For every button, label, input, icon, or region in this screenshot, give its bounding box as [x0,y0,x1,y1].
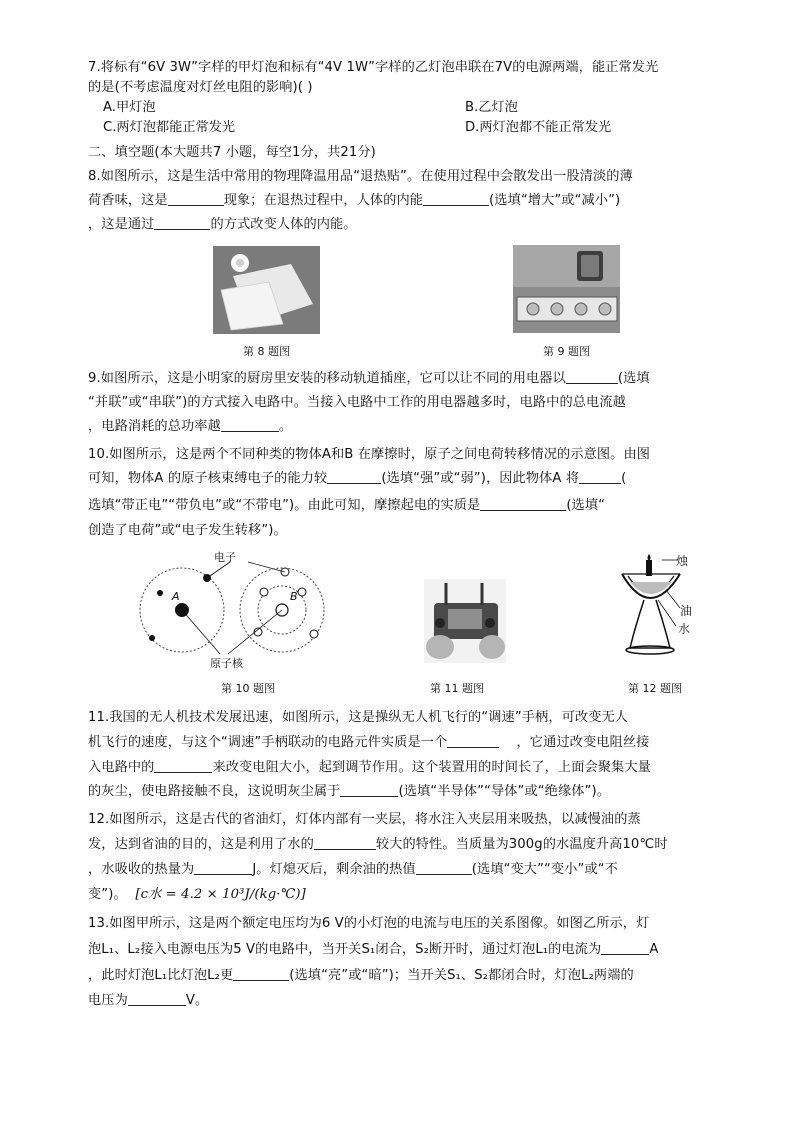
q7-stem-line2: 的是(不考虑温度对灯丝电阻的影响)( ) [88,80,313,95]
q11-blank-1 [447,733,499,748]
q8-text: 现象；在退热过程中，人体的内能 [223,193,424,208]
q12-text: 变”)。 [88,887,127,902]
q12-text: J。灯熄灭后，剩余油的热值 [252,862,416,877]
fig12-caption: 第 12 题图 [628,682,682,695]
fig10-a-label: A [172,590,180,603]
q8-text: 荷香味，这是 [88,193,168,208]
q12-text: 较大的特性。当质量为300g的水温度升高10℃时 [375,837,668,852]
q10-line4: 创造了电荷”或“电子发生转移”)。 [88,523,287,538]
q10-blank-2 [579,469,621,484]
q7-option-c: C.两灯泡都能正常发光 [103,120,236,135]
q8-line1: 8.如图所示，这是生活中常用的物理降温用品“退热贴”。在使用过程中会散发出一股清淡的薄 [88,169,633,184]
q11-line1: 11.我国的无人机技术发展迅速，如图所示，这是操纵无人机飞行的“调速”手柄，可改变无人 [88,710,629,725]
q11-text: 机飞行的速度，与这个“调速”手柄联动的电路元件实质是一个 [88,735,448,750]
q13-text: 电压为 [88,993,128,1008]
q8-text: 的方式改变人体的内能。 [210,217,357,232]
q12-text: ，水吸收的热量为 [88,862,195,877]
q12-line4 [88,885,718,905]
q13-text: A [649,942,659,957]
q12-line1: 12.如图所示，这是古代的省油灯，灯体内部有一夹层，将水注入夹层用来吸热，以减慢油的蒸 [88,812,641,827]
q12-line3 [88,860,718,880]
q11-blank-3 [340,782,398,797]
q13-text: ，此时灯泡L₁比灯泡L₂更 [88,968,234,983]
fig11-remote-controller-photo [424,579,506,663]
q10-blank-3 [480,496,566,511]
q8-blank-3 [154,215,210,230]
q10-text: (选填“ [566,498,606,513]
q9-line2: “并联”或“串联”)的方式接入电路中。当接入电路中工作的用电器越多时，电路中的总电流越 [88,395,626,410]
q7-option-b: B.乙灯泡 [465,100,518,115]
q10-text: 选填“带正电”“带负电”或“不带电”)。由此可知，摩擦起电的实质是 [88,498,481,513]
fig8-caption: 第 8 题图 [243,345,290,358]
q7-option-a: A.甲灯泡 [103,100,156,115]
q11-text: 入电路中的 [88,760,155,775]
q12-text: (选填“变大”“变小”或“不 [471,862,618,877]
q12-formula: [c水 = 4.2 × 10³J/(kg·℃)] [135,887,306,902]
q8-line3 [88,215,718,235]
q7-option-d: D.两灯泡都不能正常发光 [465,120,612,135]
q10-line3 [88,496,718,516]
q8-blank-2 [423,191,489,206]
fig12-candle-label: 烛 [676,554,689,568]
q13-line4 [88,991,718,1011]
q11-line2 [88,733,718,753]
fig11-caption: 第 11 题图 [430,682,484,695]
q13-blank-3 [128,991,186,1006]
q10-line1: 10.如图所示，这是两个不同种类的物体A和B 在摩擦时，原子之间电荷转移情况的示意图。由图 [88,447,651,462]
q11-text: 的灰尘，使电路接触不良，这说明灰尘属于 [88,784,341,799]
q9-text: (选填 [617,371,650,386]
fig12-oil-label: 油 [680,604,693,618]
q9-line3 [88,417,718,437]
q9-text: 9.如图所示，这是小明家的厨房里安装的移动轨道插座，它可以让不同的用电器以 [88,371,566,386]
fig10-nucleus-label: 原子核 [210,657,243,670]
q11-text: (选填“半导体”“导体”或“绝缘体”)。 [398,784,610,799]
q9-text: ，电路消耗的总功率越 [88,419,221,434]
q12-line2 [88,835,718,855]
q13-text: V。 [185,993,209,1008]
q8-line2 [88,191,718,211]
q12-text: 发，达到省油的目的，这是利用了水的 [88,837,314,852]
fig10-atom-diagram [130,548,340,672]
q10-line2 [88,469,718,489]
fig10-b-label: B [290,590,298,603]
q8-text: (选填“增大”或“减小”) [489,193,621,208]
q12-blank-2 [194,860,252,875]
q9-blank-2 [221,417,279,432]
q13-line1: 13.如图甲所示，这是两个额定电压均为6 V的小灯泡的电流与电压的关系图像。如图乙所示，灯 [88,916,650,931]
q10-text: (选填“强”或“弱”)，因此物体A 将 [381,471,580,486]
q13-text: 泡L₁、L₂接入电源电压为5 V的电路中，当开关S₁闭合，S₂断开时，通过灯泡L₁的电流为 [88,942,602,957]
fig10-electron-label: 电子 [214,551,236,564]
q13-blank-2 [233,966,289,981]
q11-text: 来改变电阻大小，起到调节作用。这个装置用的时间长了，上面会聚集大量 [212,760,651,775]
q10-text: ( [621,471,627,486]
fig9-track-socket-photo [513,245,620,333]
q11-blank-2 [154,758,212,773]
q9-blank-1 [566,369,618,384]
q10-text: 可知，物体A 的原子核束缚电子的能力较 [88,471,328,486]
q12-blank-1 [314,835,376,850]
fig8-cooling-patch-photo [213,246,320,334]
q13-text: (选填“亮”或“暗”)；当开关S₁、S₂都闭合时，灯泡L₂两端的 [289,968,634,983]
fig12-oil-lamp-diagram [614,552,704,668]
q13-line3 [88,966,718,986]
fig9-caption: 第 9 题图 [543,345,590,358]
q12-blank-3 [416,860,472,875]
q7-stem-line1: 7.将标有“6V 3W”字样的甲灯泡和标有“4V 1W”字样的乙灯泡串联在7V的电源两端，能正常发光 [88,60,659,75]
q8-text: ，这是通过 [88,217,155,232]
q8-blank-1 [168,191,224,206]
q11-line4 [88,782,718,802]
section-heading: 二、填空题(本大题共7 小题，每空1分，共21分) [88,145,376,160]
q10-blank-1 [327,469,381,484]
fig12-water-label: 水 [678,622,691,636]
q13-blank-1 [601,940,649,955]
q11-line3 [88,758,718,778]
q9-line1 [88,369,718,389]
q13-line2 [88,940,718,960]
fig10-caption: 第 10 题图 [221,682,275,695]
q11-text: ，它通过改变电阻丝接 [516,735,650,750]
q9-text: 。 [278,419,293,434]
